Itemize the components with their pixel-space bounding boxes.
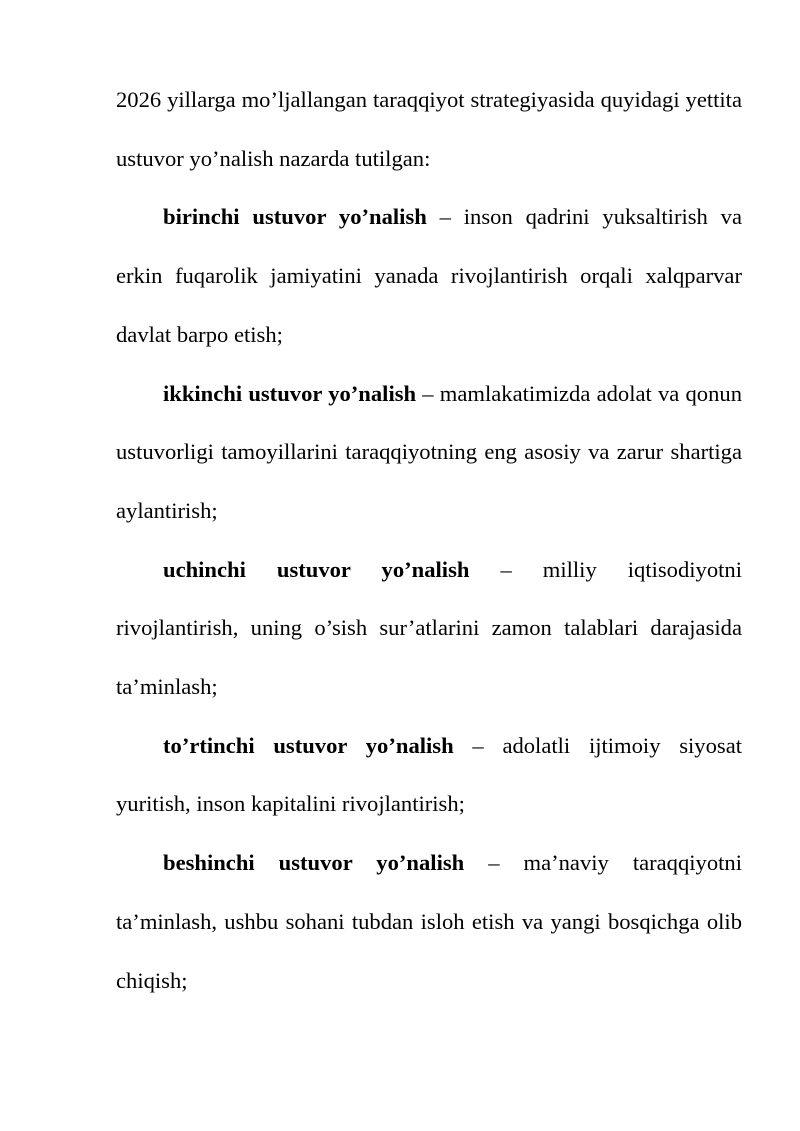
priority-paragraph-3 [116,541,742,717]
priority-text: – inson qadrini yuksaltirish va erkin fuqarolik jamiyatini yanada rivojlantirish orqali xalqparvar davlat barpo etish; [116,204,742,347]
priority-text: – adolatli ijtimoiy siyosat yuritish, inson kapitalini rivojlantirish; [116,732,742,817]
priority-term: uchinchi ustuvor yo’nalish [163,556,470,582]
priority-term: beshinchi ustuvor yo’nalish [163,850,465,876]
priority-text: – mamlakatimizda adolat va qonun ustuvorligi tamoyillarini taraqqiyotning eng asosiy va zarur shartiga aylantirish; [116,380,742,523]
intro-paragraph: 2026 yillarga mo’ljallangan taraqqiyot strategiyasida quyidagi yettita ustuvor yo’nalish nazarda tutilgan: [116,87,742,171]
priority-term: to’rtinchi ustuvor yo’nalish [163,732,454,758]
priority-paragraph-2 [116,365,742,541]
priority-paragraph-5 [116,834,742,1010]
priority-term: ikkinchi ustuvor yo’nalish [163,380,417,406]
priority-text: – ma’naviy taraqqiyotni ta’minlash, ushbu sohani tubdan isloh etish va yangi bosqichga olib chiqish; [116,850,742,993]
priority-term: birinchi ustuvor yo’nalish [163,204,427,230]
priority-paragraph-4 [116,717,742,834]
document-body [116,71,742,1010]
priority-paragraph-1 [116,188,742,364]
priority-text: – milliy iqtisodiyotni rivojlantirish, uning o’sish sur’atlarini zamon talablari darajasida ta’minlash; [116,556,742,700]
